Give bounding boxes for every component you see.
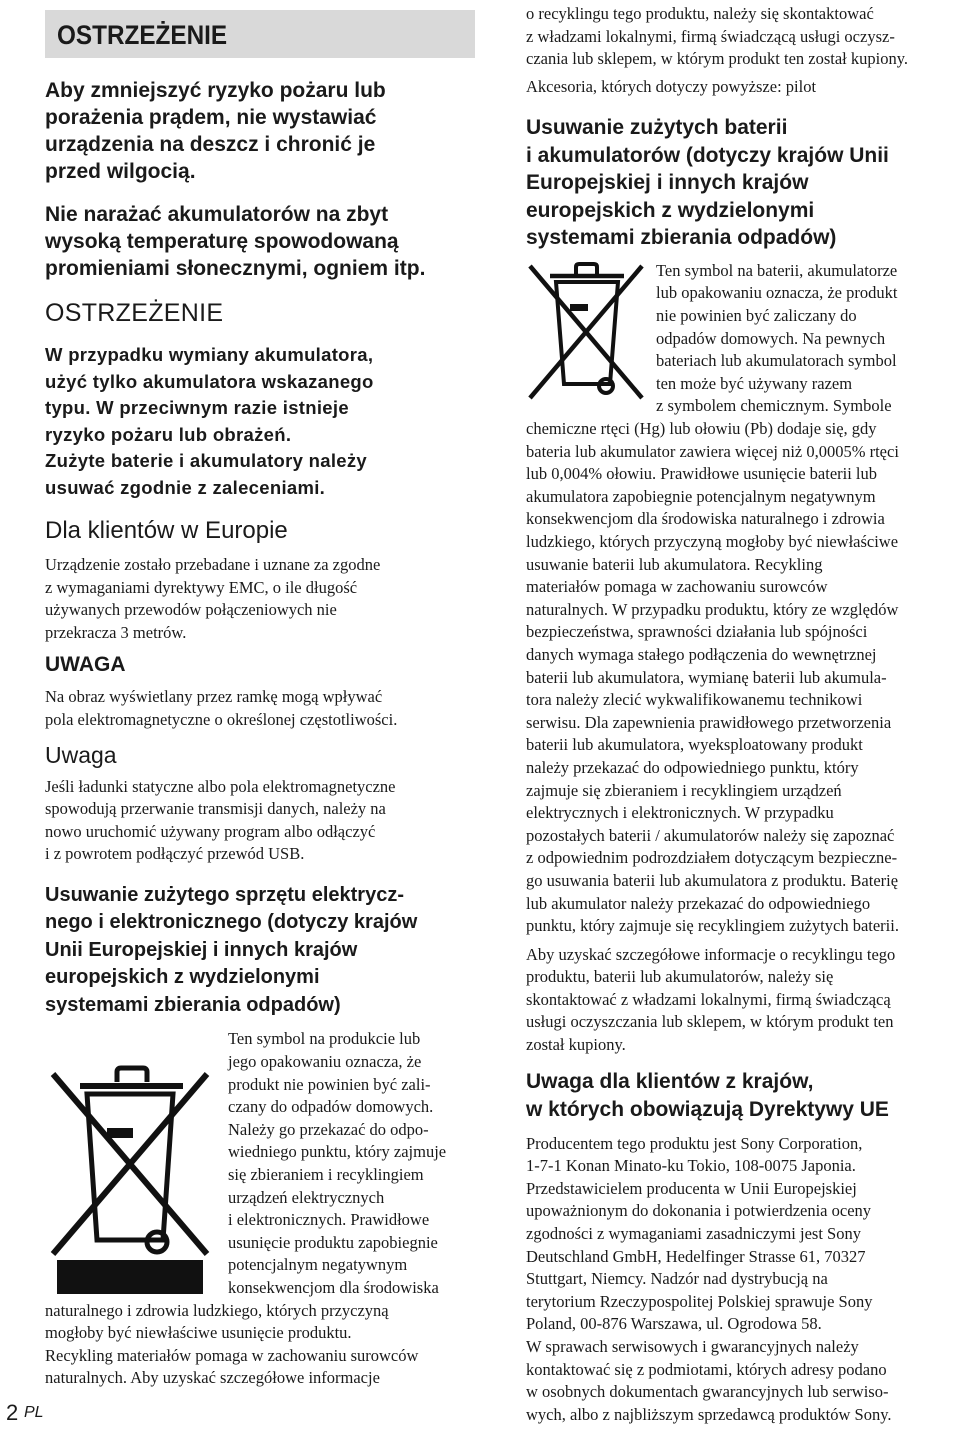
text-line: z władzami lokalnymi, firmą świadczącą usługi oczysz- — [526, 26, 895, 46]
text-line: produkt nie powinien być zali- — [228, 1074, 431, 1094]
text-line: pozostałych baterii / akumulatorów należy się zapoznać — [526, 825, 895, 845]
text-line: użyć tylko akumulatora wskazanego — [45, 370, 374, 392]
warning-para-heat — [45, 201, 475, 282]
battery-side-text — [656, 260, 954, 418]
uwaga-body — [45, 776, 475, 866]
text-line: Deutschland GmbH, Hedelfinger Strasse 61, 70327 — [526, 1246, 866, 1266]
text-line: systemami zbierania odpadów) — [526, 226, 837, 250]
uwaga-caps-body — [45, 686, 475, 731]
text-line: chemiczne rtęci (Hg) lub ołowiu (Pb) dodaje się, gdy — [526, 419, 877, 439]
text-line: przed wilgocią. — [45, 160, 196, 183]
text-line: Ten symbol na baterii, akumulatorze — [656, 260, 898, 280]
text-line: ryzyko pożaru lub obrażeń. — [45, 423, 292, 445]
text-line: Na obraz wyświetlany przez ramkę mogą wpływać — [45, 687, 383, 707]
text-line: pola elektromagnetyczne o określonej częstotliwości. — [45, 709, 398, 729]
text-line: wysoką temperaturę spowodowaną — [45, 230, 399, 253]
weee-bin-icon — [45, 1052, 215, 1297]
text-line: nego i elektronicznego (dotyczy krajów — [45, 911, 418, 934]
text-line: lub akumulator należy przekazać do odpowiedniego — [526, 893, 871, 913]
text-line: baterii lub akumulatora, wymianę baterii lub akumula- — [526, 667, 887, 687]
text-line: mogłoby być niewłaściwe usunięcie produktu. — [45, 1323, 352, 1343]
text-line: W przypadku wymiany akumulatora, — [45, 344, 374, 365]
text-line: z symbolem chemicznym. Symbole — [656, 396, 892, 416]
text-line: potencjalnym negatywnym — [228, 1255, 408, 1275]
text-line: wych, albo z najbliższym sprzedawcą produktów Sony. — [526, 1404, 892, 1424]
recycling-continued — [526, 3, 954, 71]
text-line: 1-7-1 Konan Minato-ku Tokio, 108-0075 Japonia. — [526, 1156, 856, 1176]
text-line: z wymaganiami dyrektywy EMC, o ile długość — [45, 577, 358, 597]
disposal-full-text — [45, 1300, 475, 1390]
text-line: i elektronicznych. Prawidłowe — [228, 1210, 430, 1230]
text-line: upoważnionym do dokonania i potwierdzenia oceny — [526, 1201, 872, 1221]
text-line: czany do odpadów domowych. — [228, 1097, 434, 1117]
text-line: danych wymaga stałego podłączenia do wewnętrznej — [526, 644, 877, 664]
text-line: o recyklingu tego produktu, należy się skontaktować — [526, 4, 874, 23]
europe-body — [45, 554, 475, 644]
page-language: PL — [24, 1404, 44, 1421]
text-line: Usuwanie zużytych baterii — [526, 116, 788, 140]
uwaga-caps-title: UWAGA — [45, 653, 126, 677]
text-line: produktu, baterii lub akumulatorów, należy się — [526, 967, 834, 987]
text-line: i akumulatorów (dotyczy krajów Unii — [526, 143, 889, 167]
text-line: Urządzenie zostało przebadane i uznane za zgodne — [45, 555, 381, 574]
text-line: europejskich z wydzielonymi — [45, 966, 320, 989]
text-line: urządzeń elektrycznych — [228, 1187, 385, 1207]
text-line: typu. W przeciwnym razie istnieje — [45, 397, 349, 418]
text-line: lub opakowaniu oznacza, że produkt — [656, 283, 898, 303]
text-line: porażenia prądem, nie wystawiać — [45, 106, 377, 129]
text-line: używanych przewodów połączeniowych nie — [45, 600, 337, 620]
warning-title: OSTRZEŻENIE — [57, 20, 228, 50]
text-line: Usuwanie zużytego sprzętu elektrycz- — [45, 883, 404, 906]
battery-bin-icon — [526, 256, 646, 406]
text-line: materiałów pomaga w zachowaniu surowców — [526, 577, 828, 597]
text-line: w których obowiązują Dyrektywy UE — [526, 1097, 889, 1121]
warning-para-battery — [45, 342, 475, 501]
text-line: Poland, 00-876 Warszawa, ul. Ogrodowa 58. — [526, 1314, 822, 1334]
text-line: tora należy zlecić wykwalifikowanemu technikowi — [526, 690, 863, 710]
text-line: usunięcie produktu zapobiegnie — [228, 1232, 438, 1252]
europe-title: Dla klientów w Europie — [45, 517, 288, 544]
right-column — [526, 0, 954, 1426]
battery-full-text — [526, 418, 954, 938]
text-line: Ten symbol na produkcie lub — [228, 1029, 421, 1049]
text-line: czania lub sklepem, w którym produkt ten został kupiony. — [526, 49, 909, 69]
text-line: usuwanie baterii lub akumulatora. Recykling — [526, 554, 823, 574]
text-line: ludzkiego, których przyczyną mogłoby być niewłaściwe — [526, 532, 899, 551]
text-line: bateriach lub akumulatorach symbol — [656, 351, 897, 371]
text-line: Przedstawicielem producenta w Unii Europejskiej — [526, 1178, 857, 1198]
text-line: Nie narażać akumulatorów na zbyt — [45, 203, 389, 226]
text-line: wiedniego punktu, który zajmuje — [228, 1142, 447, 1162]
text-line: promieniami słonecznymi, ogniem itp. — [45, 257, 426, 280]
text-line: nowo uruchomić używany program albo odłączyć — [45, 821, 376, 841]
text-line: zgodności z wymaganiami zasadniczymi jest Sony — [526, 1224, 861, 1244]
text-line: elektrycznych i elektronicznych. W przypadku — [526, 803, 834, 823]
text-line: Recykling materiałów pomaga w zachowaniu surowców — [45, 1345, 419, 1365]
text-line: serwisu. Dla zapewnienia prawidłowego przetworzenia — [526, 712, 892, 732]
text-line: i z powrotem podłączyć przewód USB. — [45, 844, 305, 864]
page-number: 2 — [6, 1400, 19, 1425]
accessories-note: Akcesoria, których dotyczy powyższe: pilot — [526, 76, 817, 96]
text-line: usługi oczyszczania lub sklepem, w którym produkt ten — [526, 1012, 894, 1032]
warning-banner — [45, 10, 475, 58]
text-line: konsekwencjom dla środowiska — [228, 1277, 439, 1297]
uwaga-title: Uwaga — [45, 741, 117, 768]
text-line: Uwaga dla klientów z krajów, — [526, 1069, 814, 1093]
text-line: kontaktować się z podmiotami, których adresy podano — [526, 1359, 887, 1379]
text-line: Zużyte baterie i akumulatory należy — [45, 450, 368, 471]
eu-directive-body — [526, 1133, 954, 1427]
text-line: europejskich z wydzielonymi — [526, 198, 815, 222]
text-line: go usuwania baterii lub akumulatora z produktu. Baterię — [526, 870, 899, 890]
text-line: Unii Europejskiej i innych krajów — [45, 938, 358, 961]
text-line: lub 0,004% ołowiu. Prawidłowe usunięcie baterii lub — [526, 464, 878, 484]
battery-info-text — [526, 944, 954, 1057]
text-line: należy przekazać do odpowiedniego punktu, który — [526, 757, 859, 777]
text-line: przekracza 3 metrów. — [45, 622, 187, 642]
text-line: naturalnego i zdrowia ludzkiego, których przyczyną — [45, 1300, 389, 1320]
text-line: Producentem tego produktu jest Sony Corporation, — [526, 1133, 863, 1153]
text-line: bateria lub akumulator zawiera więcej niż 0,0005% rtęci — [526, 441, 899, 461]
text-line: systemami zbierania odpadów) — [45, 993, 341, 1016]
battery-disposal-title — [526, 114, 954, 252]
text-line: Jeśli ładunki statyczne albo pola elektromagnetyczne — [45, 776, 396, 796]
text-line: Europejskiej i innych krajów — [526, 171, 809, 195]
text-line: naturalnych. W przypadku produktu, który ze względów — [526, 599, 899, 619]
text-line: skontaktować z władzami lokalnymi, firmą świadczącą — [526, 989, 891, 1009]
text-line: odpadów domowych. Na pewnych — [656, 328, 886, 348]
text-line: urządzenia na deszcz i chronić je — [45, 133, 376, 156]
text-line: w osobnych dokumentach gwarancyjnych lub serwiso- — [526, 1382, 889, 1402]
text-line: naturalnych. Aby uzyskać szczegółowe informacje — [45, 1368, 380, 1388]
text-line: zajmuje się zbieraniem i recyklingiem urządzeń — [526, 780, 842, 800]
text-line: jego opakowaniu oznacza, że — [228, 1052, 422, 1072]
disposal-side-text — [228, 1028, 475, 1299]
text-line: Należy go przekazać do odpo- — [228, 1119, 429, 1139]
text-line: Aby zmniejszyć ryzyko pożaru lub — [45, 79, 386, 102]
text-line: konsekwencjom dla środowiska naturalnego i zdrowia — [526, 509, 885, 529]
warning-para-rain — [45, 77, 475, 185]
text-line: W sprawach serwisowych i gwarancyjnych należy — [526, 1337, 859, 1356]
eu-directive-title — [526, 1068, 954, 1124]
text-line: Aby uzyskać szczegółowe informacje o recyklingu tego — [526, 944, 896, 964]
text-line: spowodują przerwanie transmisji danych, należy na — [45, 799, 386, 819]
text-line: nie powinien być zaliczany do — [656, 306, 857, 326]
text-line: akumulatora zapobiegnie potencjalnym negatywnym — [526, 486, 876, 506]
text-line: usuwać zgodnie z zaleceniami. — [45, 476, 326, 498]
text-line: z odpowiednim podrozdziałem dotyczącym bezpieczne- — [526, 848, 898, 868]
text-line: ten może być używany razem — [656, 373, 853, 393]
text-line: bezpieczeństwa, sprawności działania lub spójności — [526, 622, 868, 642]
text-line: baterii lub akumulatora, wyeksploatowany produkt — [526, 735, 863, 755]
text-line: się zbieraniem i recyklingiem — [228, 1165, 424, 1184]
disposal-title — [45, 882, 475, 1020]
warning2-title: OSTRZEŻENIE — [45, 299, 224, 327]
text-line: terytorium Rzeczypospolitej Polskiej sprawuje Sony — [526, 1291, 873, 1311]
text-line: punktu, który zajmuje się recyklingiem zużytych baterii. — [526, 916, 899, 936]
text-line: Stuttgart, Niemcy. Nadzór nad dystrybucją na — [526, 1269, 828, 1289]
text-line: został kupiony. — [526, 1035, 626, 1055]
